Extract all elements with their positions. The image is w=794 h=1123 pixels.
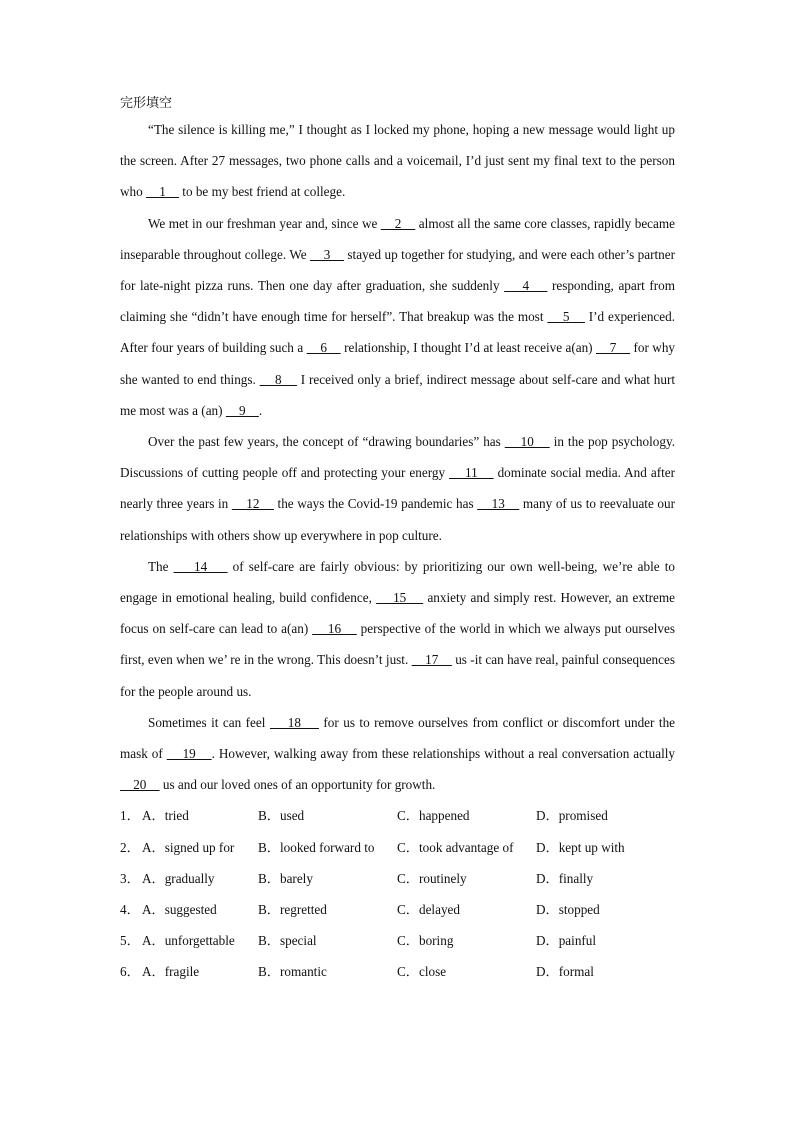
- passage-text: dominate social media. And after nearly three years in: [120, 465, 675, 512]
- section-title: 完形填空: [120, 96, 173, 111]
- question-number: 4．: [120, 902, 140, 918]
- option-d: D．finally: [536, 870, 594, 886]
- passage-text: I’d experienced. After four years of building such a: [120, 309, 676, 356]
- question-number: 2．: [120, 839, 140, 855]
- option-a: A．signed up for: [142, 839, 235, 855]
- option-c: C．close: [397, 964, 447, 980]
- blank-5: 5: [547, 309, 585, 325]
- option-c: C．boring: [397, 933, 454, 949]
- blank-11: 11: [449, 465, 494, 481]
- question-number: 3．: [120, 870, 140, 886]
- passage-text: I received only a brief, indirect message about self-care and what hurt me most was a (an): [120, 371, 676, 418]
- blank-17: 17: [411, 652, 452, 668]
- question-number: 6．: [120, 964, 140, 980]
- blank-16: 16: [312, 621, 357, 637]
- option-a: A．tried: [142, 808, 189, 824]
- passage-text: .: [258, 402, 263, 418]
- passage-text: “The silence is killing me,” I thought as I locked my phone, hoping a new message would light up the screen. After 27 messages, two phone calls and a voicemail, I’d just sent my final text to the person who: [120, 122, 675, 200]
- passage-paragraph: [120, 426, 675, 551]
- option-d: D．kept up with: [536, 839, 625, 855]
- passage-text: the ways the Covid-19 pandemic has: [273, 496, 478, 512]
- blank-6: 6: [306, 340, 341, 356]
- document-page: [120, 94, 675, 988]
- question-number: 1．: [120, 808, 140, 824]
- option-a: A．fragile: [142, 964, 200, 980]
- options-list: [120, 800, 675, 987]
- passage-text: of self-care are fairly obvious: by prioritizing our own well-being, we’re able to engage in emotional healing, build confidence,: [120, 558, 675, 606]
- option-b: B．special: [258, 933, 317, 949]
- option-row: [120, 863, 675, 894]
- passage-paragraph: [120, 551, 675, 707]
- passage-text: in the pop psychology. Discussions of cutting people off and protecting your energy: [120, 434, 675, 481]
- question-number: 5．: [120, 933, 140, 949]
- option-d: D．promised: [536, 808, 608, 824]
- option-c: C．took advantage of: [397, 839, 514, 855]
- passage-text: Over the past few years, the concept of “drawing boundaries” has: [148, 434, 505, 450]
- option-b: B．romantic: [258, 964, 327, 980]
- option-d: D．stopped: [536, 902, 600, 918]
- passage-text: perspective of the world in which we always put ourselves first, even when we’ re in the wrong. This doesn’t just.: [120, 621, 675, 668]
- blank-3: 3: [310, 246, 344, 262]
- blank-15: 15: [376, 590, 424, 606]
- passage-text: almost all the same core classes, rapidly became inseparable throughout college. We: [120, 215, 675, 262]
- passage-text: us -it can have real, painful consequences for the people around us.: [120, 652, 675, 699]
- blank-18: 18: [269, 714, 319, 730]
- blank-14: 14: [173, 558, 228, 574]
- passage-paragraph: [120, 707, 675, 801]
- blank-1: 1: [146, 184, 179, 200]
- option-c: C．delayed: [397, 902, 460, 918]
- blank-8: 8: [259, 371, 297, 387]
- blank-20: 20: [120, 777, 160, 793]
- passage-text: to be my best friend at college.: [178, 184, 346, 200]
- option-row: [120, 894, 675, 925]
- blank-2: 2: [380, 215, 416, 231]
- passage-text: responding, apart from claiming she “didn’t have enough time for herself”. That breakup was the most: [120, 278, 676, 325]
- passage-text: relationship, I thought I’d at least receive a(an): [340, 340, 597, 356]
- option-d: D．formal: [536, 964, 594, 980]
- blank-10: 10: [504, 434, 550, 450]
- passage-text: The: [148, 558, 174, 574]
- option-d: D．painful: [536, 933, 597, 949]
- blank-12: 12: [231, 496, 274, 512]
- blank-13: 13: [477, 496, 520, 512]
- option-b: B．used: [258, 808, 305, 824]
- option-c: C．routinely: [397, 870, 467, 886]
- passage-text: We met in our freshman year and, since we: [148, 215, 381, 231]
- option-row: [120, 800, 675, 831]
- passage-text: stayed up together for studying, and were each other’s partner for late-night pizza runs. Then one day after graduation, she suddenly: [120, 246, 675, 294]
- option-a: A．unforgettable: [142, 933, 235, 949]
- option-c: C．happened: [397, 808, 470, 824]
- blank-4: 4: [504, 278, 548, 294]
- blank-7: 7: [596, 340, 631, 356]
- cloze-passage: [120, 114, 675, 800]
- option-row: [120, 925, 675, 956]
- passage-text: for why she wanted to end things.: [120, 340, 676, 387]
- passage-text: for us to remove ourselves from conflict or discomfort under the mask of: [120, 714, 676, 762]
- option-b: B．barely: [258, 870, 313, 886]
- passage-text: us and our loved ones of an opportunity for growth.: [159, 777, 436, 793]
- passage-paragraph: [120, 114, 675, 208]
- option-a: A．suggested: [142, 902, 217, 918]
- blank-19: 19: [166, 746, 212, 762]
- passage-text: . However, walking away from these relationships without a real conversation actually: [211, 746, 676, 762]
- passage-text: Sometimes it can feel: [148, 714, 270, 730]
- passage-paragraph: [120, 208, 675, 426]
- option-b: B．regretted: [258, 902, 327, 918]
- passage-text: many of us to reevaluate our relationships with others show up everywhere in pop culture.: [120, 496, 676, 543]
- blank-9: 9: [225, 402, 259, 418]
- passage-text: anxiety and simply rest. However, an extreme focus on self-care can lead to a(an): [120, 590, 675, 637]
- option-row: [120, 956, 675, 987]
- option-a: A．gradually: [142, 870, 215, 886]
- option-row: [120, 832, 675, 863]
- option-b: B．looked forward to: [258, 839, 375, 855]
